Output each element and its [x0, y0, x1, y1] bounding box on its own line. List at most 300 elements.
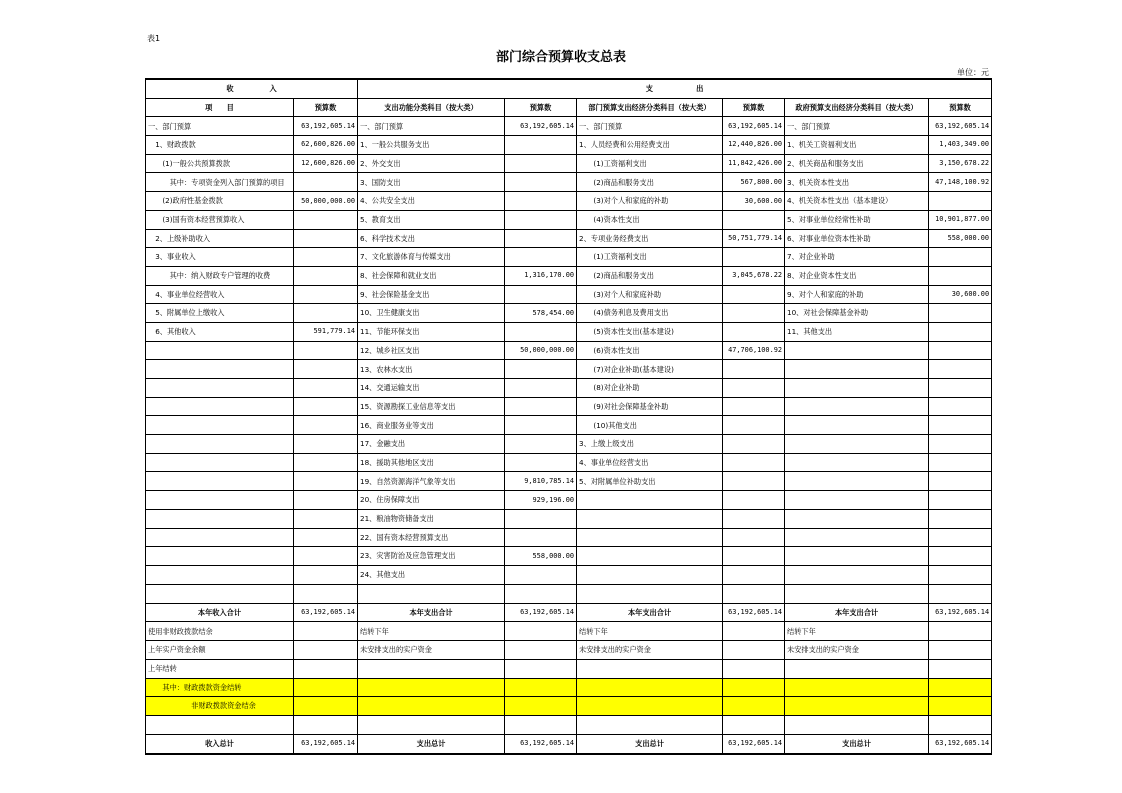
column-header: 项 目 — [146, 98, 294, 117]
item-cell — [146, 341, 294, 360]
item-cell: 使用非财政拨款结余 — [146, 622, 294, 641]
amount-cell — [505, 154, 577, 173]
item-cell — [785, 416, 929, 435]
table-row — [146, 136, 992, 155]
item-cell — [785, 565, 929, 584]
item-cell — [146, 416, 294, 435]
item-cell: 4、公共安全支出 — [358, 192, 505, 211]
amount-cell — [294, 697, 358, 716]
item-cell: 其中：纳入财政专户管理的收费 — [146, 266, 294, 285]
amount-cell: 12,600,826.00 — [294, 154, 358, 173]
item-cell — [785, 397, 929, 416]
item-cell: 6、科学技术支出 — [358, 229, 505, 248]
table-row — [146, 304, 992, 323]
amount-cell: 47,148,100.92 — [929, 173, 992, 192]
amount-cell: 47,706,100.92 — [723, 341, 785, 360]
amount-cell — [929, 304, 992, 323]
item-cell: (6)资本性支出 — [577, 341, 723, 360]
item-cell: 20、住房保障支出 — [358, 491, 505, 510]
item-cell: 未安排支出的实户资金 — [577, 641, 723, 660]
carry-row — [146, 641, 992, 660]
amount-cell — [929, 379, 992, 398]
item-cell: (4)资本性支出 — [577, 210, 723, 229]
amount-cell — [294, 453, 358, 472]
highlight-row — [146, 678, 992, 697]
column-header-row — [146, 98, 992, 117]
item-cell — [785, 341, 929, 360]
table-row — [146, 435, 992, 454]
amount-cell — [723, 622, 785, 641]
item-cell: 9、对个人和家庭的补助 — [785, 285, 929, 304]
amount-cell — [929, 453, 992, 472]
amount-cell — [505, 136, 577, 155]
column-header: 预算数 — [723, 98, 785, 117]
item-cell — [577, 547, 723, 566]
item-cell: 本年支出合计 — [577, 603, 723, 622]
item-cell — [577, 678, 723, 697]
item-cell: 支出总计 — [785, 735, 929, 754]
amount-cell — [294, 173, 358, 192]
amount-cell — [505, 379, 577, 398]
amount-cell: 1,403,349.00 — [929, 136, 992, 155]
item-cell: 4、事业单位经营收入 — [146, 285, 294, 304]
amount-cell — [723, 379, 785, 398]
amount-cell: 50,751,779.14 — [723, 229, 785, 248]
item-cell: 结转下年 — [577, 622, 723, 641]
item-cell: 3、上缴上级支出 — [577, 435, 723, 454]
item-cell: (1)工资福利支出 — [577, 154, 723, 173]
item-cell: 21、粮油物资储备支出 — [358, 509, 505, 528]
item-cell — [577, 697, 723, 716]
amount-cell — [505, 360, 577, 379]
item-cell: (2)商品和服务支出 — [577, 173, 723, 192]
amount-cell — [505, 435, 577, 454]
amount-cell: 3,150,678.22 — [929, 154, 992, 173]
item-cell: 支出总计 — [358, 735, 505, 754]
table-row — [146, 379, 992, 398]
item-cell: 8、社会保障和就业支出 — [358, 266, 505, 285]
item-cell: 19、自然资源海洋气象等支出 — [358, 472, 505, 491]
amount-cell — [294, 622, 358, 641]
amount-cell: 63,192,605.14 — [505, 603, 577, 622]
item-cell: (2)商品和服务支出 — [577, 266, 723, 285]
amount-cell: 10,901,877.00 — [929, 210, 992, 229]
amount-cell: 30,600.00 — [929, 285, 992, 304]
item-cell: 未安排支出的实户资金 — [785, 641, 929, 660]
item-cell: 12、城乡社区支出 — [358, 341, 505, 360]
item-cell — [146, 509, 294, 528]
table-row — [146, 547, 992, 566]
table-row — [146, 341, 992, 360]
grand-total-row — [146, 735, 992, 754]
income-group-header: 收 入 — [146, 79, 358, 98]
amount-cell — [929, 266, 992, 285]
amount-cell — [929, 697, 992, 716]
table-row — [146, 210, 992, 229]
item-cell: 3、事业收入 — [146, 248, 294, 267]
amount-cell — [929, 416, 992, 435]
amount-cell — [505, 584, 577, 603]
table-row — [146, 154, 992, 173]
amount-cell: 3,045,678.22 — [723, 266, 785, 285]
amount-cell — [505, 285, 577, 304]
amount-cell — [723, 210, 785, 229]
amount-cell: 63,192,605.14 — [723, 735, 785, 754]
amount-cell — [929, 678, 992, 697]
amount-cell — [505, 659, 577, 678]
amount-cell — [929, 472, 992, 491]
item-cell: 3、机关资本性支出 — [785, 173, 929, 192]
item-cell: 9、社会保险基金支出 — [358, 285, 505, 304]
amount-cell: 63,192,605.14 — [723, 117, 785, 136]
item-cell — [785, 435, 929, 454]
item-cell: 5、对事业单位经常性补助 — [785, 210, 929, 229]
table-row — [146, 117, 992, 136]
column-header: 预算数 — [294, 98, 358, 117]
item-cell: 1、财政拨款 — [146, 136, 294, 155]
amount-cell — [929, 248, 992, 267]
amount-cell — [723, 360, 785, 379]
item-cell: 5、教育支出 — [358, 210, 505, 229]
amount-cell: 12,440,826.00 — [723, 136, 785, 155]
item-cell — [358, 697, 505, 716]
amount-cell — [723, 528, 785, 547]
item-cell — [785, 678, 929, 697]
table-row — [146, 248, 992, 267]
item-cell — [577, 715, 723, 734]
item-cell — [146, 715, 294, 734]
amount-cell — [723, 659, 785, 678]
amount-cell: 63,192,605.14 — [294, 603, 358, 622]
amount-cell: 63,192,605.14 — [505, 117, 577, 136]
item-cell: (9)对社会保障基金补助 — [577, 397, 723, 416]
amount-cell — [505, 697, 577, 716]
item-cell — [785, 528, 929, 547]
amount-cell — [723, 565, 785, 584]
item-cell — [577, 528, 723, 547]
amount-cell — [505, 248, 577, 267]
amount-cell — [294, 266, 358, 285]
item-cell: 11、节能环保支出 — [358, 322, 505, 341]
amount-cell — [294, 472, 358, 491]
item-cell — [358, 659, 505, 678]
amount-cell — [294, 285, 358, 304]
item-cell: (1)工资福利支出 — [577, 248, 723, 267]
item-cell — [577, 509, 723, 528]
item-cell — [146, 584, 294, 603]
item-cell — [146, 491, 294, 510]
item-cell: 17、金融支出 — [358, 435, 505, 454]
amount-cell — [723, 715, 785, 734]
item-cell — [785, 472, 929, 491]
item-cell: 15、资源勘探工业信息等支出 — [358, 397, 505, 416]
item-cell: 24、其他支出 — [358, 565, 505, 584]
column-header: 预算数 — [505, 98, 577, 117]
budget-summary-table — [145, 78, 992, 755]
amount-cell — [505, 322, 577, 341]
amount-cell — [723, 509, 785, 528]
amount-cell: 558,000.00 — [929, 229, 992, 248]
unit-label: 单位：元 — [957, 68, 989, 77]
table-row — [146, 322, 992, 341]
amount-cell — [505, 528, 577, 547]
column-header: 预算数 — [929, 98, 992, 117]
item-cell: 5、附属单位上缴收入 — [146, 304, 294, 323]
column-header: 支出功能分类科目（按大类） — [358, 98, 505, 117]
amount-cell — [929, 360, 992, 379]
item-cell: (3)对个人和家庭补助 — [577, 285, 723, 304]
item-cell — [785, 547, 929, 566]
amount-cell — [723, 397, 785, 416]
table-row — [146, 192, 992, 211]
item-cell: 10、卫生健康支出 — [358, 304, 505, 323]
amount-cell — [723, 697, 785, 716]
item-cell — [358, 715, 505, 734]
amount-cell — [505, 192, 577, 211]
amount-cell — [723, 547, 785, 566]
amount-cell — [294, 435, 358, 454]
amount-cell — [294, 416, 358, 435]
amount-cell: 63,192,605.14 — [723, 603, 785, 622]
amount-cell: 50,000,000.00 — [505, 341, 577, 360]
amount-cell — [294, 210, 358, 229]
amount-cell: 929,196.00 — [505, 491, 577, 510]
item-cell: 16、商业服务业等支出 — [358, 416, 505, 435]
item-cell: 6、对事业单位资本性补助 — [785, 229, 929, 248]
item-cell — [785, 697, 929, 716]
amount-cell: 591,779.14 — [294, 322, 358, 341]
amount-cell: 63,192,605.14 — [505, 735, 577, 754]
table-row — [146, 472, 992, 491]
item-cell — [146, 379, 294, 398]
amount-cell: 1,316,170.00 — [505, 266, 577, 285]
amount-cell: 63,192,605.14 — [294, 735, 358, 754]
item-cell: 上年实户资金余额 — [146, 641, 294, 660]
amount-cell: 11,842,426.00 — [723, 154, 785, 173]
item-cell: 4、机关资本性支出（基本建设） — [785, 192, 929, 211]
item-cell — [146, 547, 294, 566]
amount-cell — [929, 659, 992, 678]
table-row — [146, 528, 992, 547]
item-cell: (5)资本性支出(基本建设) — [577, 322, 723, 341]
amount-cell — [929, 192, 992, 211]
item-cell: 结转下年 — [358, 622, 505, 641]
item-cell — [785, 509, 929, 528]
amount-cell — [723, 304, 785, 323]
item-cell: 10、对社会保障基金补助 — [785, 304, 929, 323]
amount-cell: 63,192,605.14 — [929, 117, 992, 136]
item-cell — [785, 453, 929, 472]
amount-cell — [929, 641, 992, 660]
amount-cell — [929, 584, 992, 603]
amount-cell — [723, 584, 785, 603]
item-cell: 非财政拨款资金结余 — [146, 697, 294, 716]
item-cell: 2、上级补助收入 — [146, 229, 294, 248]
amount-cell — [294, 360, 358, 379]
amount-cell: 63,192,605.14 — [929, 735, 992, 754]
item-cell: (2)政府性基金拨款 — [146, 192, 294, 211]
amount-cell — [723, 678, 785, 697]
item-cell: 本年支出合计 — [785, 603, 929, 622]
table-row — [146, 173, 992, 192]
amount-cell — [723, 641, 785, 660]
amount-cell — [294, 248, 358, 267]
item-cell: 7、对企业补助 — [785, 248, 929, 267]
amount-cell: 62,600,826.00 — [294, 136, 358, 155]
table-row — [146, 453, 992, 472]
item-cell: 5、对附属单位补助支出 — [577, 472, 723, 491]
item-cell: 4、事业单位经营支出 — [577, 453, 723, 472]
item-cell — [785, 584, 929, 603]
amount-cell — [505, 453, 577, 472]
amount-cell — [723, 322, 785, 341]
item-cell — [577, 659, 723, 678]
amount-cell — [929, 322, 992, 341]
amount-cell: 558,000.00 — [505, 547, 577, 566]
item-cell: (10)其他支出 — [577, 416, 723, 435]
item-cell: 23、灾害防治及应急管理支出 — [358, 547, 505, 566]
item-cell: (4)债务利息及费用支出 — [577, 304, 723, 323]
amount-cell — [929, 341, 992, 360]
item-cell — [785, 379, 929, 398]
item-cell — [785, 360, 929, 379]
item-cell — [358, 584, 505, 603]
table-row — [146, 360, 992, 379]
table-row — [146, 229, 992, 248]
item-cell: 上年结转 — [146, 659, 294, 678]
amount-cell — [505, 173, 577, 192]
amount-cell — [294, 397, 358, 416]
amount-cell — [294, 304, 358, 323]
amount-cell — [294, 659, 358, 678]
item-cell: 1、机关工资福利支出 — [785, 136, 929, 155]
amount-cell — [929, 622, 992, 641]
amount-cell — [505, 416, 577, 435]
item-cell: 2、外交支出 — [358, 154, 505, 173]
amount-cell — [294, 528, 358, 547]
amount-cell: 9,810,785.14 — [505, 472, 577, 491]
amount-cell — [294, 547, 358, 566]
item-cell: 收入总计 — [146, 735, 294, 754]
item-cell: 一、部门预算 — [785, 117, 929, 136]
amount-cell — [505, 397, 577, 416]
expense-group-header: 支 出 — [358, 79, 992, 98]
amount-cell — [294, 565, 358, 584]
amount-cell — [929, 397, 992, 416]
item-cell — [146, 435, 294, 454]
item-cell: 3、国防支出 — [358, 173, 505, 192]
amount-cell — [723, 285, 785, 304]
item-cell: (1)一般公共预算拨款 — [146, 154, 294, 173]
spacer-row — [146, 715, 992, 734]
item-cell — [146, 472, 294, 491]
amount-cell — [294, 229, 358, 248]
item-cell — [577, 584, 723, 603]
table-row — [146, 491, 992, 510]
column-header: 政府预算支出经济分类科目（按大类） — [785, 98, 929, 117]
amount-cell — [929, 715, 992, 734]
item-cell: 1、一般公共服务支出 — [358, 136, 505, 155]
item-cell: 7、文化旅游体育与传媒支出 — [358, 248, 505, 267]
amount-cell — [723, 453, 785, 472]
amount-cell — [505, 229, 577, 248]
item-cell: (8)对企业补助 — [577, 379, 723, 398]
amount-cell: 63,192,605.14 — [929, 603, 992, 622]
item-cell: 14、交通运输支出 — [358, 379, 505, 398]
item-cell — [785, 715, 929, 734]
table-row — [146, 266, 992, 285]
amount-cell — [929, 528, 992, 547]
amount-cell — [505, 565, 577, 584]
item-cell: 一、部门预算 — [146, 117, 294, 136]
item-cell — [146, 397, 294, 416]
table-row — [146, 397, 992, 416]
table-row — [146, 416, 992, 435]
item-cell: (7)对企业补助(基本建设) — [577, 360, 723, 379]
amount-cell — [505, 715, 577, 734]
sheet-tag: 表1 — [147, 34, 161, 43]
amount-cell — [723, 435, 785, 454]
item-cell: 2、机关商品和服务支出 — [785, 154, 929, 173]
item-cell: 11、其他支出 — [785, 322, 929, 341]
amount-cell — [929, 565, 992, 584]
page-title: 部门综合预算收支总表 — [495, 50, 626, 65]
item-cell — [577, 565, 723, 584]
table-row — [146, 509, 992, 528]
amount-cell — [929, 491, 992, 510]
highlight-row — [146, 697, 992, 716]
table-row — [146, 565, 992, 584]
item-cell: 未安排支出的实户资金 — [358, 641, 505, 660]
amount-cell — [929, 435, 992, 454]
amount-cell: 63,192,605.14 — [294, 117, 358, 136]
amount-cell — [294, 715, 358, 734]
item-cell: 一、部门预算 — [358, 117, 505, 136]
item-cell: 支出总计 — [577, 735, 723, 754]
carry-row — [146, 659, 992, 678]
amount-cell — [294, 491, 358, 510]
item-cell — [785, 659, 929, 678]
item-cell: 13、农林水支出 — [358, 360, 505, 379]
amount-cell — [505, 641, 577, 660]
amount-cell — [294, 379, 358, 398]
amount-cell — [505, 622, 577, 641]
amount-cell: 30,600.00 — [723, 192, 785, 211]
item-cell — [358, 678, 505, 697]
amount-cell — [294, 341, 358, 360]
item-cell: 2、专项业务经费支出 — [577, 229, 723, 248]
amount-cell — [294, 678, 358, 697]
amount-cell — [723, 472, 785, 491]
item-cell — [146, 528, 294, 547]
amount-cell — [723, 491, 785, 510]
table-row — [146, 285, 992, 304]
amount-cell — [929, 547, 992, 566]
year-total-row — [146, 603, 992, 622]
item-cell: 22、国有资本经营预算支出 — [358, 528, 505, 547]
item-cell: 其中：财政拨款资金结转 — [146, 678, 294, 697]
amount-cell — [723, 248, 785, 267]
amount-cell — [294, 509, 358, 528]
item-cell: 本年支出合计 — [358, 603, 505, 622]
item-cell — [146, 453, 294, 472]
item-cell: 8、对企业资本性支出 — [785, 266, 929, 285]
carry-row — [146, 622, 992, 641]
amount-cell — [294, 584, 358, 603]
item-cell: 本年收入合计 — [146, 603, 294, 622]
amount-cell — [505, 509, 577, 528]
item-cell: 结转下年 — [785, 622, 929, 641]
